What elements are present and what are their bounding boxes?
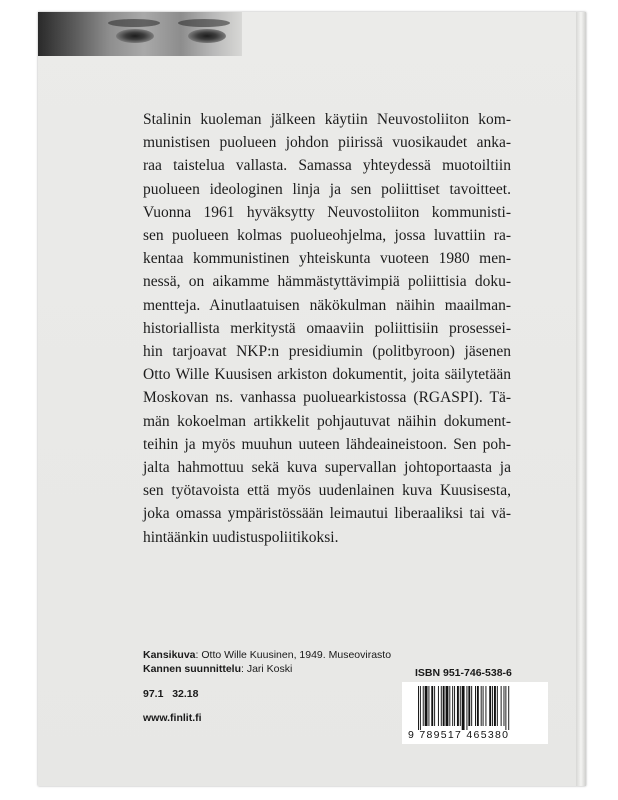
cover-photo-credit-label: Kansikuva — [143, 649, 196, 661]
barcode-bar — [441, 686, 442, 726]
barcode-bar — [446, 686, 449, 726]
blurb-line: raa taistelua vallasta. Samassa yhteydessä muotoiltiin — [143, 157, 511, 175]
barcode-graphic — [416, 686, 540, 730]
barcode-bar — [460, 686, 461, 726]
barcode-bar — [481, 686, 482, 726]
blurb-line: teihin ja myös muuhun uuteen lähdeaineistoon. Sen poh- — [143, 435, 511, 453]
barcode-bar — [468, 686, 470, 726]
barcode-bar — [483, 686, 484, 726]
photo-eye-right — [188, 29, 226, 43]
barcode-bar — [438, 686, 439, 726]
barcode-bar — [497, 686, 498, 726]
cover-photo-credit-text: : Otto Wille Kuusinen, 1949. Museovirasto — [195, 649, 392, 661]
barcode-bar — [501, 686, 502, 726]
page-edge — [576, 12, 586, 786]
barcode-bar — [418, 686, 419, 730]
barcode-bar — [420, 686, 421, 730]
blurb-text — [143, 108, 511, 549]
blurb-line: män kokoelman artikkelit pohjautuvat näihin dokument- — [143, 412, 511, 430]
blurb-line: Stalinin kuoleman jälkeen käytiin Neuvostoliiton kom- — [143, 111, 511, 128]
isbn-label: ISBN 951-746-538-6 — [415, 667, 512, 679]
photo-brow-right — [178, 19, 230, 27]
blurb-line: Vuonna 1961 hyväksytty Neuvostoliiton kommunisti- — [143, 203, 511, 221]
barcode-bar — [475, 686, 476, 726]
barcode-bar — [449, 686, 450, 726]
barcode-bar — [452, 686, 453, 726]
barcode-bar — [492, 686, 493, 726]
blurb-line: joka omassa ympäristössään leimautui liberaaliksi tai vä- — [143, 505, 511, 523]
publisher-website: www.finlit.fi — [143, 712, 202, 724]
cover-design-credit-text: : Jari Koski — [241, 662, 293, 675]
blurb-line: mentteja. Ainutlaatuisen näkökulman näihin maailman- — [143, 296, 511, 314]
barcode-bar — [443, 686, 445, 726]
blurb-line: hin tarjoavat NKP:n presidiumin (politbyroon) jäsenen — [143, 343, 511, 361]
barcode-bar — [508, 686, 509, 730]
blurb-line: puolueen ideologinen linja ja sen poliittiset tavoitteet. — [143, 180, 511, 198]
barcode-bar — [466, 686, 467, 730]
classification-codes: 97.1 32.18 — [143, 688, 199, 700]
blurb-line: Moskovan ns. vanhassa puoluearkistossa (RGASPI). Tä- — [143, 389, 511, 407]
photo-brow-left — [108, 19, 160, 27]
cover-design-credit-label: Kannen suunnittelu — [143, 662, 241, 675]
cover-photo-strip — [38, 12, 242, 56]
barcode-number: 9 789517 465380 — [408, 729, 510, 741]
cover-design-credit — [143, 663, 391, 677]
blurb-line: Otto Wille Kuusisen arkiston dokumentit, joita säilytetään — [143, 366, 511, 384]
barcode-bar — [431, 686, 433, 726]
blurb-line: sen puolueen kolmas puolueohjelma, jossa luvattiin ra- — [143, 227, 511, 245]
barcode-bar — [471, 686, 472, 726]
cover-photo-credit — [143, 649, 391, 663]
blurb-line: kentaa kommunistinen yhteiskunta vuoteen 1980 men- — [143, 250, 511, 268]
barcode-bar — [428, 686, 429, 726]
blurb-line: historiallista merkitystä omaaviin poliittisiin prosessei- — [143, 319, 511, 337]
barcode-bar — [504, 686, 505, 726]
barcode-bar — [494, 686, 496, 726]
blurb-line: munistisen puolueen johdon piirissä vuosikaudet anka- — [143, 134, 511, 152]
barcode-bar — [425, 686, 428, 726]
book-back-cover — [38, 12, 586, 786]
barcode-bar — [457, 686, 459, 726]
photo-eye-left — [116, 29, 154, 43]
blurb-line: sen työtavoista että myös uudenlainen kuva Kuusisesta, — [143, 482, 511, 500]
barcode-bar — [485, 686, 486, 726]
barcode-bar — [423, 686, 424, 726]
blurb-line: jalta hahmottuu sekä kuva supervallan johtoportaasta ja — [143, 459, 511, 477]
blurb-line-last: hintäänkin uudistuspoliitikoksi. — [143, 528, 339, 546]
barcode-bar — [454, 686, 455, 726]
blurb-line: nessä, on aikamme hämmästyttävimpiä poliittisia doku- — [143, 273, 511, 291]
barcode-bar — [434, 686, 435, 726]
barcode-bar — [505, 686, 506, 730]
cover-credits — [143, 649, 391, 676]
cover-surface — [38, 12, 576, 786]
barcode-bar — [477, 686, 479, 726]
barcode-bar — [489, 686, 491, 726]
barcode-panel — [402, 682, 548, 744]
barcode-bar — [462, 686, 465, 730]
